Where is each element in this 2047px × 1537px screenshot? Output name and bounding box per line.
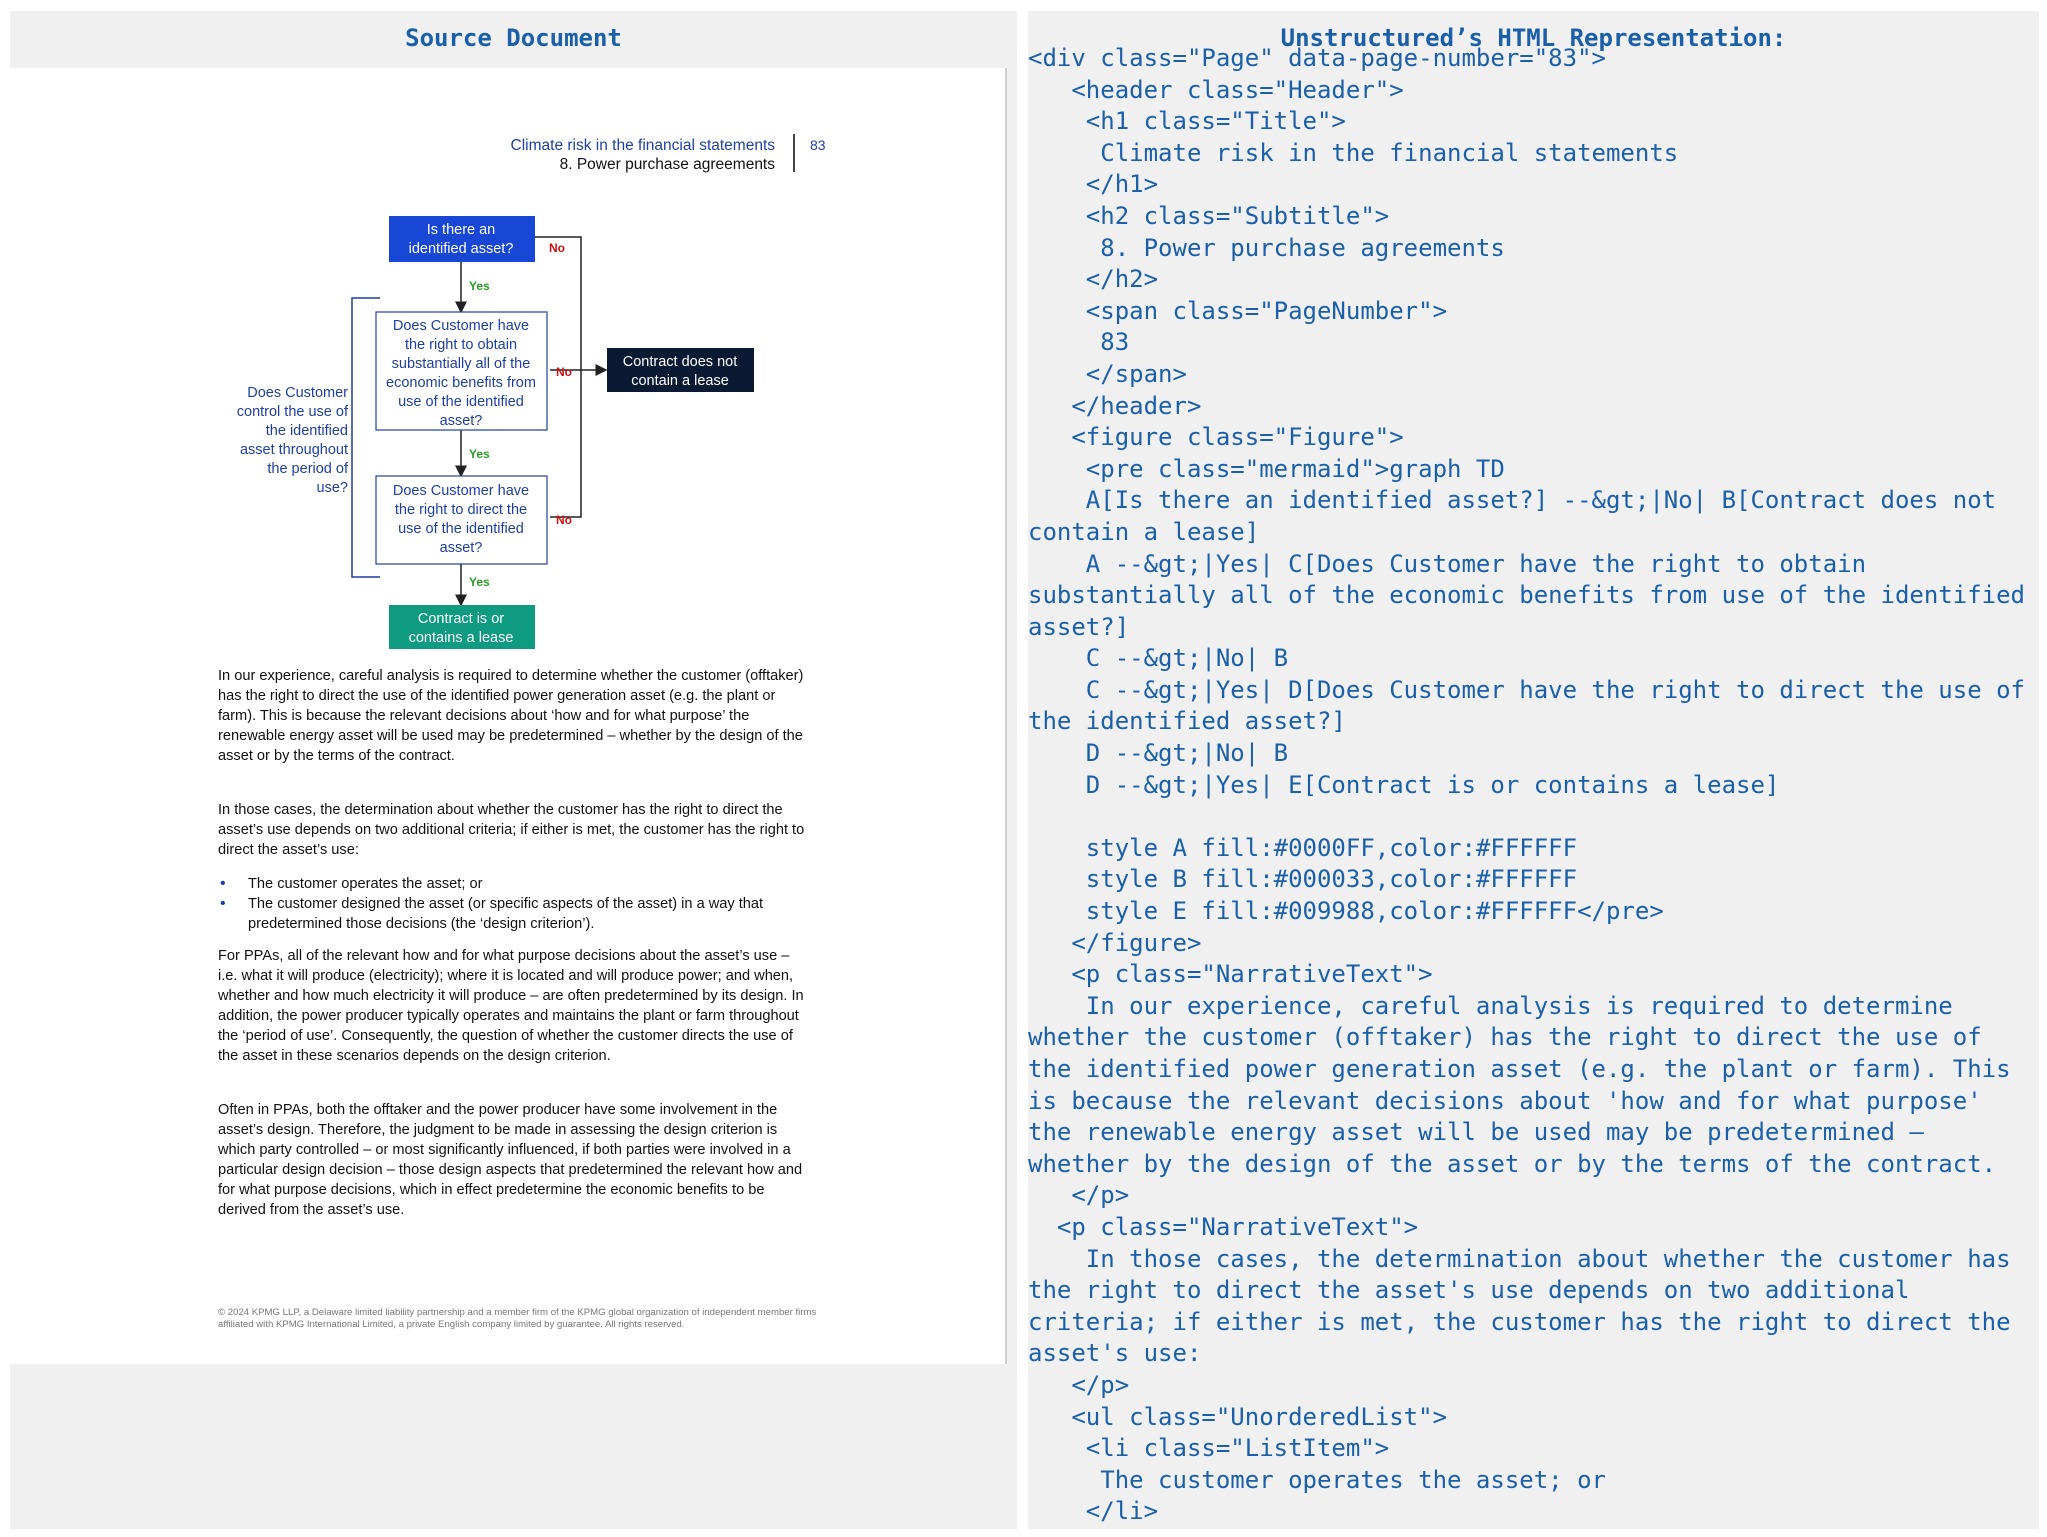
paragraph-3-text: For PPAs, all of the relevant how and for what purpose decisions about the asset’s use – i.e. what it will produce (electricity); where it is located and will produce power; and when, whether and how much electricity it will produce – are often predetermined by its design. In addition, the power producer typically operates and maintains the plant or farm throughout the ‘period of use’. Consequently, the question of whether the customer directs the use of the asset in these scenarios depends on the design criterion. (218, 948, 804, 1064)
source-document-title: Source Document (405, 24, 622, 52)
side-q-line-5: the period of (267, 461, 348, 477)
paragraph-ppas (218, 946, 808, 1066)
q2-line-6: asset? (439, 413, 483, 429)
q2-line-4: economic benefits from (386, 375, 536, 391)
q3-line-2: the right to direct the (394, 502, 528, 518)
yes-label-2: Yes (469, 447, 490, 461)
q2-line-5: use of the identified (398, 394, 524, 410)
paragraph-4-text: Often in PPAs, both the offtaker and the power producer have some involvement in the asset’s design. Therefore, the judgment to be made in assessing the design criterion is which party controlled – or most significantly influenced, if both parties were involved in a particular design decision – those design aspects that predetermined the relevant how and for what purpose decisions, which in effect predetermine the economic benefits to be derived from the asset’s use. (218, 1102, 803, 1218)
lease-line-2: contains a lease (408, 630, 514, 646)
q3-line-1: Does Customer have (392, 483, 530, 499)
side-q-line-2: control the use of (236, 404, 348, 420)
paragraph-analysis (218, 666, 808, 766)
question-identified-asset (389, 216, 535, 262)
q2-line-2: the right to obtain (404, 337, 518, 353)
paragraph-criteria (218, 800, 808, 860)
no-lease-line-2: contain a lease (631, 373, 729, 389)
html-representation-panel (1028, 11, 2039, 1529)
question-direct-use (376, 476, 547, 564)
side-q-line-3: the identified (265, 423, 348, 439)
q2-line-3: substantially all of the (391, 356, 531, 372)
q3-line-4: asset? (439, 540, 483, 556)
q1-line-1: Is there an (426, 222, 496, 238)
no-label-1: No (549, 241, 565, 255)
yes-label-3: Yes (469, 575, 490, 589)
paragraph-1-text: In our experience, careful analysis is required to determine whether the customer (offtaker) has the right to direct the use of the identified power generation asset (e.g. the plant or farm). This is because the relevant decisions about ‘how and for what purpose’ the renewable energy asset will be used may be predetermined – whether by the design of the asset or by the terms of the contract. (218, 668, 804, 764)
lease-line-1: Contract is or (417, 611, 505, 627)
html-representation-title: Unstructured’s HTML Representation: (1280, 24, 1787, 52)
q1-line-2: identified asset? (408, 241, 514, 257)
side-q-line-1: Does Customer (247, 385, 348, 401)
side-q-line-6: use? (316, 480, 348, 496)
lease-flowchart (10, 68, 1005, 668)
yes-label-1: Yes (469, 279, 490, 293)
list-item: • The customer designed the asset (or specific aspects of the asset) in a way that predetermined those decisions (the ‘design criterion’). (218, 894, 808, 934)
list-item: • The customer operates the asset; or (218, 874, 808, 894)
page-header-subtitle: 8. Power purchase agreements (559, 156, 775, 173)
criteria-list (218, 874, 808, 934)
outcome-no-lease (607, 348, 754, 392)
q2-line-1: Does Customer have (392, 318, 530, 334)
page-footer: © 2024 KPMG LLP, a Delaware limited liability partnership and a member firm of the KPMG global organization of independent member firms affiliated with KPMG International Limited, a private English company limited by guarantee. All rights reserved. (218, 1307, 817, 1330)
side-question-control (237, 385, 349, 496)
document-page (10, 68, 1007, 1364)
html-code-block: <div class="Page" data-page-number="83"> <header class="Header"> <h1 class="Title"> Climate risk in the financial statements </h1> <h2 class="Subtitle"> 8. Power purchase agreements </h2> <span class="PageNumber"> 83 </span> </header> <figure class="Figure"> <pre class="mermaid">graph TD A[Is there an identified asset?] --&gt;|No| B[Contract does not contain a lease] A --&gt;|Yes| C[Does Customer have the right to obtain substantially all of the economic benefits from use of the identified asset?] C --&gt;|No| B C --&gt;|Yes| D[Does Customer have the right to direct the use of the identified asset?] D --&gt;|No| B D --&gt;|Yes| E[Contract is or contains a lease] style A fill:#0000FF,color:#FFFFFF style B fill:#000033,color:#FFFFFF style E fill:#009988,color:#FFFFFF</pre> </figure> <p class="NarrativeText"> In our experience, careful analysis is required to determine whether the customer (offtaker) has the right to direct the use of the identified power generation asset (e.g. the plant or farm). This is because the relevant decisions about 'how and for what purpose' the renewable energy asset will be used may be predetermined – whether by the design of the asset or by the terms of the contract. </p> <p class="NarrativeText"> In those cases, the determination about whether the customer has the right to direct the asset's use depends on two additional criteria; if either is met, the customer has the right to direct the asset's use: </p> <ul class="UnorderedList"> <li class="ListItem"> The customer operates the asset; or </li> (1028, 44, 2025, 1526)
page-number: 83 (810, 137, 826, 153)
paragraph-2-text: In those cases, the determination about whether the customer has the right to direct the asset’s use depends on two additional criteria; if either is met, the customer has the right to direct the asset’s use: (218, 802, 805, 858)
outcome-lease (389, 605, 535, 649)
paragraph-design (218, 1100, 808, 1220)
no-label-2: No (556, 365, 572, 379)
question-economic-benefits (376, 312, 547, 430)
page-header-title: Climate risk in the financial statements (510, 137, 775, 154)
no-lease-line-1: Contract does not (622, 354, 738, 370)
no-label-3: No (556, 513, 572, 527)
side-q-line-4: asset throughout (239, 442, 348, 458)
q3-line-3: use of the identified (398, 521, 524, 537)
source-document-panel (10, 11, 1017, 1529)
